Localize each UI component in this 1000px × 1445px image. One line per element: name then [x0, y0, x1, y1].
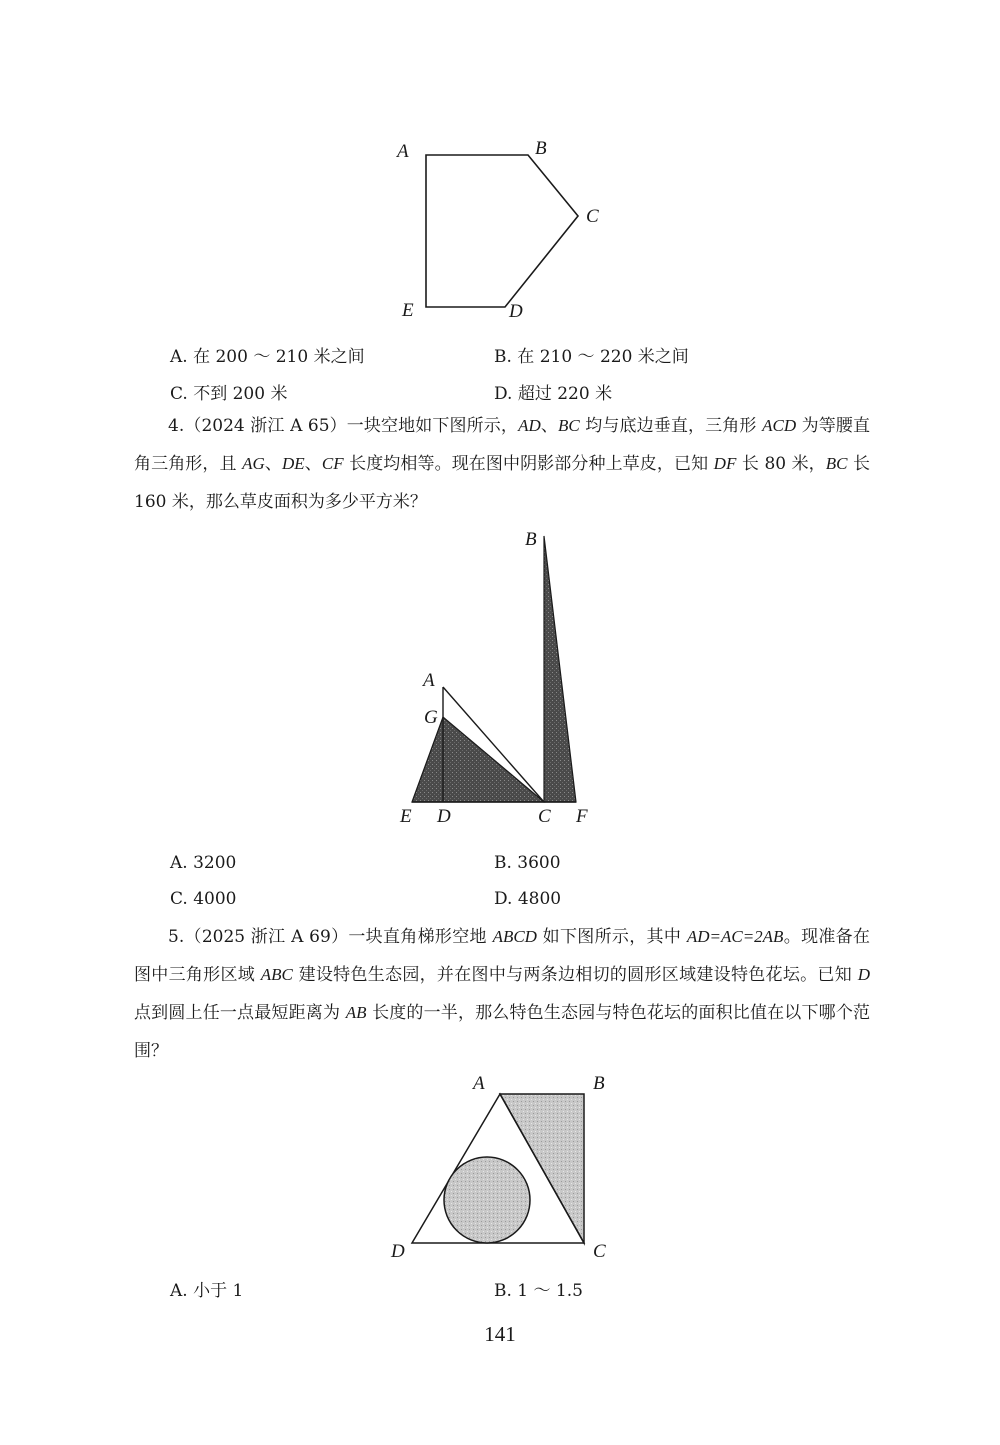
- label-C: C: [538, 806, 551, 827]
- shaded-triangle-EGC: [412, 717, 544, 802]
- q5-option-a: A. 小于 1: [170, 1281, 244, 1301]
- q4-question-text: 4.（2024 浙江 A 65）一块空地如下图所示，AD、BC 均与底边垂直，三角形 ACD 为等腰直角三角形，且 AG、DE、CF 长度均相等。现在图中阴影部分种上草皮，已知 DF 长 80 米，BC 长 160 米，那么草皮面积为多少平方米？: [134, 416, 871, 512]
- q4-option-c: C. 4000: [170, 889, 237, 909]
- flower-bed-circle: [444, 1157, 530, 1243]
- label-B: B: [593, 1073, 605, 1094]
- q3-option-b: B. 在 210 ～ 220 米之间: [494, 347, 689, 367]
- q5-question-text: 5.（2025 浙江 A 69）一块直角梯形空地 ABCD 如下图所示，其中 AD=AC=2AB。现准备在图中三角形区域 ABC 建设特色生态园，并在图中与两条边相切的圆形区域建设特色花坛。已知 D 点到圆上任一点最短距离为 AB 长度的一半，那么特色生态园与特色花坛的面积比值在以下哪个范围？: [134, 927, 871, 1061]
- q3-option-d: D. 超过 220 米: [494, 384, 613, 404]
- label-B: B: [535, 138, 547, 159]
- label-A: A: [423, 670, 435, 691]
- label-A: A: [397, 141, 409, 162]
- label-C: C: [586, 206, 599, 227]
- label-C: C: [593, 1241, 606, 1262]
- q4-option-d: D. 4800: [494, 889, 562, 909]
- q5-figure: [385, 1065, 615, 1265]
- label-E: E: [402, 300, 414, 321]
- label-E: E: [400, 806, 412, 827]
- label-B: B: [525, 529, 537, 550]
- label-G: G: [424, 707, 438, 728]
- pentagon-figure: [380, 130, 620, 330]
- q3-option-c: C. 不到 200 米: [170, 384, 288, 404]
- q5-option-b: B. 1 ～ 1.5: [494, 1281, 583, 1301]
- label-D: D: [391, 1241, 405, 1262]
- label-D: D: [437, 806, 451, 827]
- page-number: 141: [484, 1322, 516, 1346]
- pentagon-shape: [426, 155, 578, 307]
- q4-option-a: A. 3200: [170, 853, 237, 873]
- label-A: A: [473, 1073, 485, 1094]
- label-D: D: [509, 301, 523, 322]
- q3-option-a: A. 在 200 ～ 210 米之间: [170, 347, 365, 367]
- shaded-triangle-BCF: [544, 536, 576, 802]
- label-F: F: [576, 806, 588, 827]
- q4-figure: [390, 520, 610, 830]
- q4-option-b: B. 3600: [494, 853, 561, 873]
